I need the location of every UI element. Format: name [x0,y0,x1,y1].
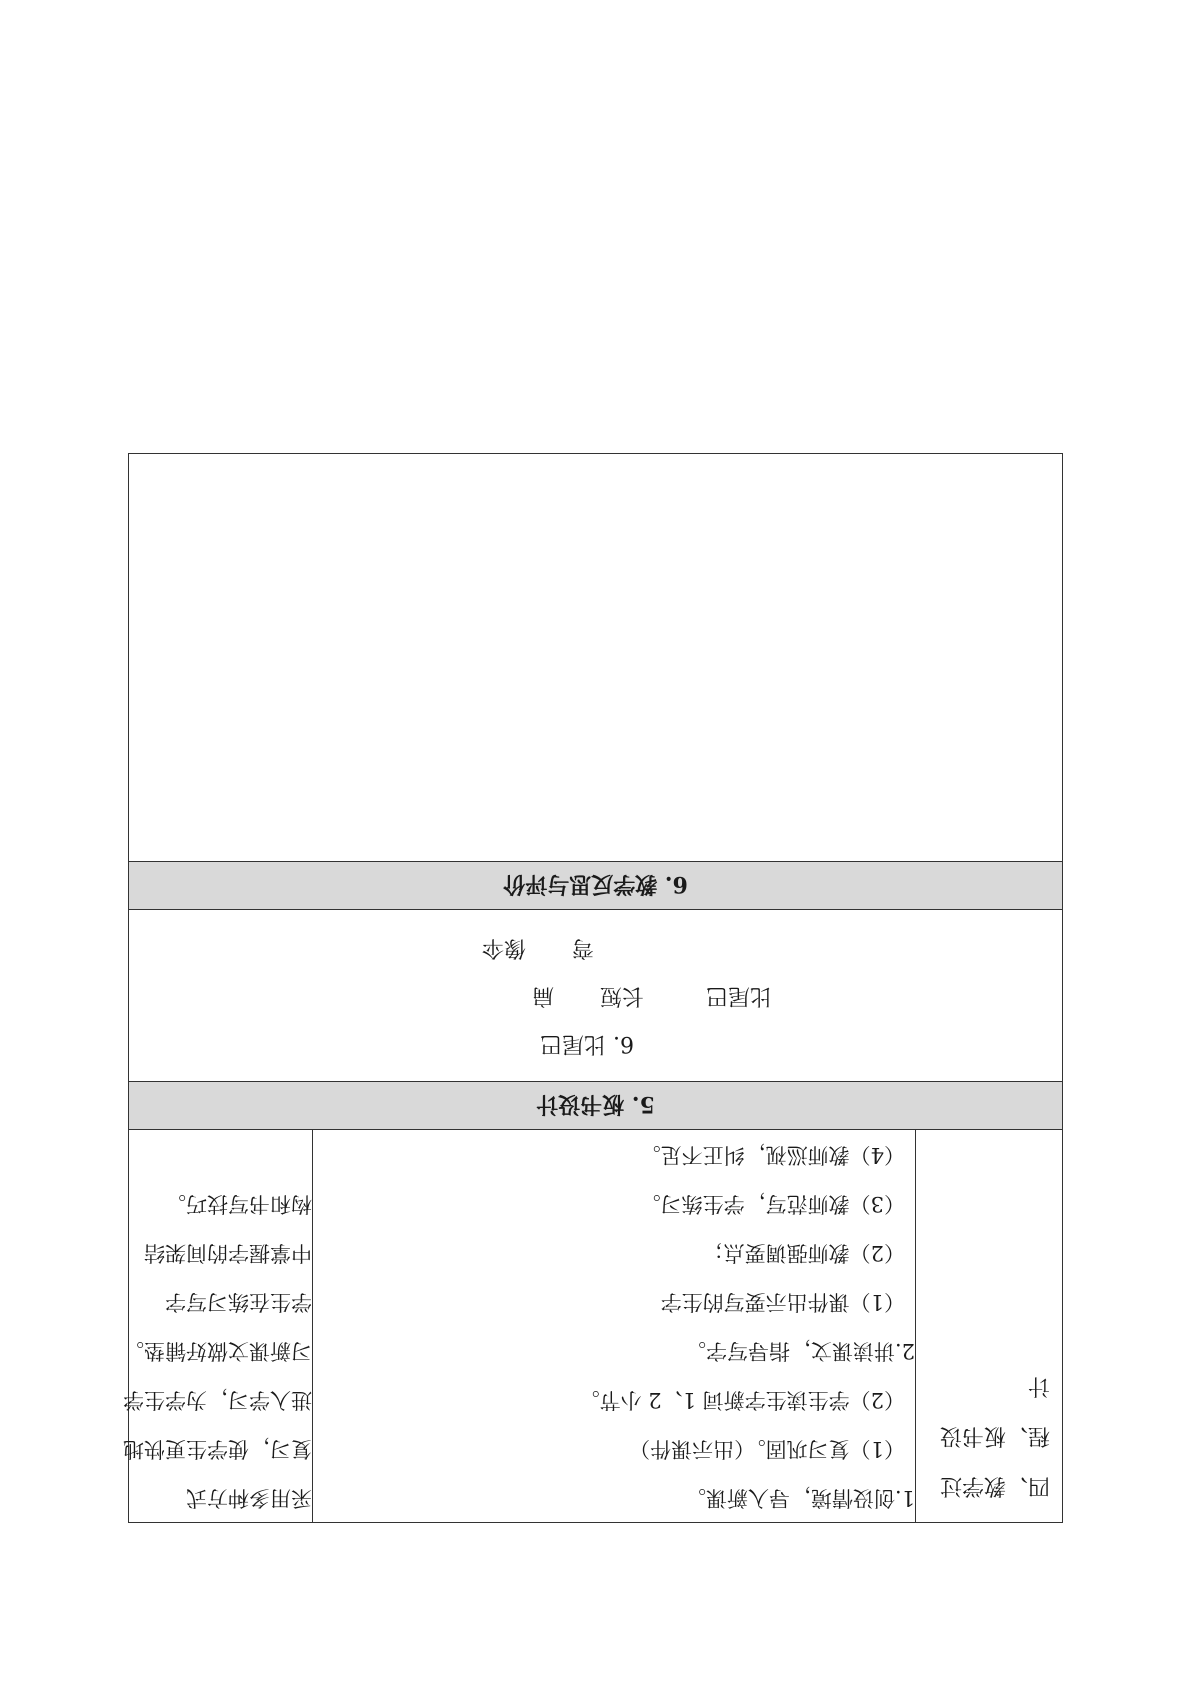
step-line: （1）复习巩固。（出示课件） [629,1437,905,1461]
teaching-steps-cell [313,1130,916,1523]
board-design-row [129,910,1063,1082]
teaching-process-row [129,1130,1063,1523]
section-title-line: 程、板书设 [939,1423,1050,1448]
board-word: 弯 [571,935,594,960]
reflection-heading: 6. 教学反思与评价 [129,862,1063,910]
board-title: 6. 比尾巴 [540,1031,634,1056]
board-design-cell [129,910,1063,1082]
lesson-plan-table [123,453,1063,1523]
reflection-heading-row [129,862,1063,910]
intent-line: 复习，使学生更快地 [123,1437,312,1461]
board-row-2 [129,923,1062,971]
board-design-heading-row [129,1082,1063,1130]
intent-line: 进入学习，为学生学 [123,1388,312,1412]
step-line: （2）教师强调要点； [702,1241,905,1265]
intent-line: 学生在练习写字 [165,1290,312,1314]
intent-line: 习新课文做好铺垫。 [123,1339,312,1363]
step-line: （1）课件出示要写的生字 [660,1290,905,1314]
board-word: 扁 [531,983,554,1008]
intent-line: 采用多种方式 [186,1486,312,1510]
step-line: （3）教师范写，学生练习。 [639,1192,905,1216]
section-title-line: 计 [1027,1373,1050,1398]
board-row-1 [129,971,1062,1019]
step-line: （4）教师巡视，纠正不足。 [639,1143,905,1167]
step-line: 2.讲读课文，指导写字。 [684,1339,915,1363]
board-word: 长短 [599,983,644,1008]
teaching-section-title-cell [916,1130,1063,1523]
intent-line: 中掌握字的间架结 [144,1241,312,1265]
board-design-heading: 5. 板书设计 [129,1082,1063,1130]
design-intent-cell [123,1130,313,1523]
board-word: 像伞 [481,935,526,960]
step-line: 1.创设情境，导入新课。 [684,1486,915,1510]
intent-line: 构和书写技巧。 [165,1192,312,1216]
reflection-blank-cell [129,454,1063,862]
section-title-line: 四、教学过 [939,1473,1050,1498]
board-label: 比尾巴 [705,983,772,1008]
reflection-blank-row [129,454,1063,862]
step-line: （2）学生读生字新词 1、2 小节。 [578,1388,905,1412]
